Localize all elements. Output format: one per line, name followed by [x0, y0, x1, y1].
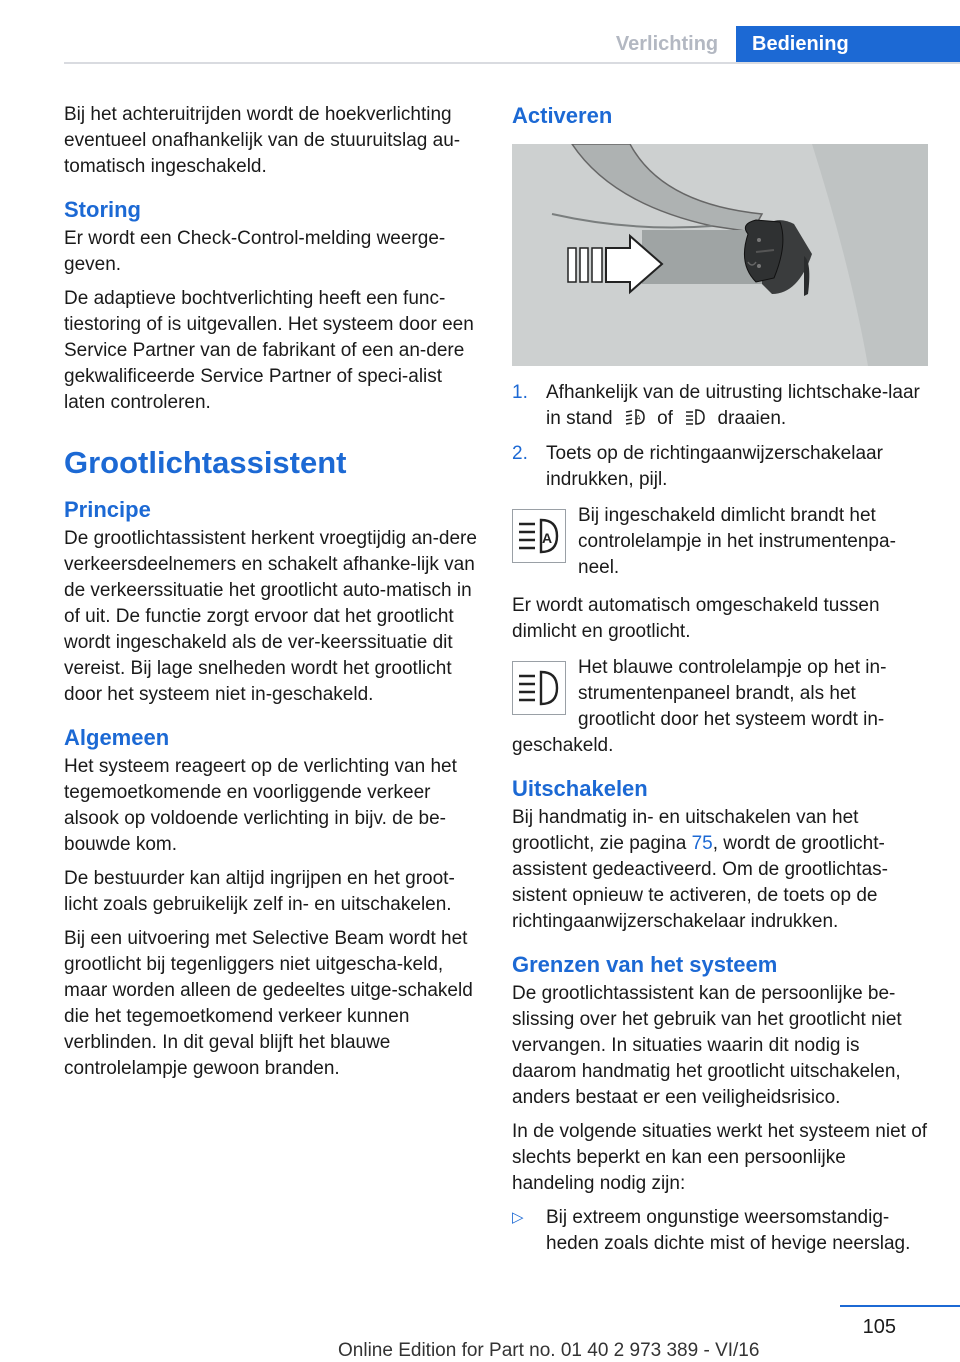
page-75-link[interactable]: 75: [691, 833, 713, 854]
switch-paragraph: Er wordt automatisch omgeschakeld tussen dimlicht en grootlicht.: [512, 595, 880, 642]
indicator-note-2-text: Het blauwe controlelampje op het in-strumentenpaneel brandt, als het grootlicht door het systeem wordt in-geschakeld.: [512, 657, 887, 756]
step-2: [512, 441, 928, 493]
high-beam-indicator-icon: [512, 661, 566, 715]
grenzen-paragraph-1: De grootlichtassistent kan de persoonlijke be-slissing over het gebruik van het grootlicht niet vervangen. In situaties waarin dit nodig is daarom handmatig het grootlicht uitschakelen, anders bestaat er een veiligheidsrisico.: [512, 983, 902, 1108]
indicator-note-1: [512, 503, 928, 587]
limitation-item: [512, 1205, 928, 1257]
step-2-number: 2.: [512, 443, 528, 464]
page-number: 105: [862, 1316, 896, 1338]
uitschakelen-text-a: Bij handmatig in- en uitschakelen van het grootlicht, zie pagina: [512, 807, 859, 854]
uitschakelen-text-b: , wordt de grootlicht-assistent gedeactiveerd. Om de grootlichtas-sistent opnieuw te activeren, de toets op de richtingaanwijzerschakelaar indrukken.: [512, 833, 888, 932]
indicator-note-2: [512, 655, 928, 759]
auto-headlight-icon: [624, 407, 646, 435]
principe-heading: Principe: [64, 497, 151, 522]
step-1-number: 1.: [512, 382, 528, 403]
algemeen-paragraph-3: Bij een uitvoering met Selective Beam wordt het grootlicht bij tegenliggers niet uitgescha-keld, maar worden alleen de gedeeltes uitge-schakeld die het tegemoetkomend verkeer kunnen verblinden. In dit geval blijft het blauwe controlelampje gewoon branden.: [64, 928, 473, 1079]
activeren-heading: Activeren: [512, 103, 613, 128]
step-1-text-b: draaien.: [717, 408, 787, 429]
bullet-marker: ▷: [512, 1209, 524, 1226]
svg-text:A: A: [542, 530, 553, 546]
storing-paragraph-2: De adaptieve bochtverlichting heeft een func-tiestoring of is uitgevallen. Het systeem door een Service Partner van de fabrikant of een an-dere gekwalificeerde Service Partner of speci-alist laten controleren.: [64, 288, 474, 413]
algemeen-paragraph-1: Het systeem reageert op de verlichting van het tegemoetkomende en voorliggende verkeer alsook op voldoende verlichting in bijv. de be-bouwde kom.: [64, 756, 457, 855]
high-beam-assistant-indicator-icon: [512, 509, 566, 563]
intro-paragraph: Bij het achteruitrijden wordt de hoekverlichting eventueel onafhankelijk van de stuuruitslag au-tomatisch ingeschakeld.: [64, 104, 461, 177]
header-section-tab: Verlichting: [615, 32, 719, 55]
principe-paragraph: De grootlichtassistent herkent vroegtijdig an-dere verkeersdeelnemers en schakelt afhanke-lijk van de verkeerssituatie het grootlicht auto-matisch in of uit. De functie zorgt ervoor dat het grootlicht wordt ingeschakeld als de ver-keerssituatie dit vereist. Bij lage snelheden wordt het grootlicht door het systeem niet in-geschakeld.: [64, 528, 477, 705]
activation-steps: [512, 380, 928, 493]
step-2-text: Toets op de richtingaanwijzerschakelaar indrukken, pijl.: [546, 443, 883, 490]
grenzen-heading: Grenzen van het systeem: [512, 952, 778, 977]
step-1: [512, 380, 928, 435]
high-beam-icon: [684, 407, 706, 435]
limitations-list: [512, 1205, 928, 1257]
indicator-note-1-text: Bij ingeschakeld dimlicht brandt het controlelampje in het instrumentenpa-neel.: [578, 505, 896, 578]
turn-signal-stalk-illustration: [512, 144, 928, 366]
limitation-text: Bij extreem ongunstige weersomstandig-heden zoals dichte mist of hevige neerslag.: [546, 1207, 911, 1254]
algemeen-heading: Algemeen: [64, 725, 170, 750]
footer-rule: [840, 1305, 960, 1307]
left-column: [64, 102, 480, 1090]
edition-footer: Online Edition for Part no. 01 40 2 973 389 - VI/16: [338, 1340, 760, 1361]
storing-heading: Storing: [64, 197, 141, 222]
section-title: Grootlichtassistent: [64, 445, 347, 480]
uitschakelen-heading: Uitschakelen: [512, 776, 648, 801]
header-chapter-tab: Bediening: [736, 26, 960, 62]
right-column: [512, 102, 928, 1265]
step-1-or: of: [657, 408, 673, 429]
grenzen-paragraph-2: In de volgende situaties werkt het systeem niet of slechts beperkt en kan een persoonlijke handeling nodig zijn:: [512, 1121, 928, 1194]
storing-paragraph-1: Er wordt een Check-Control-melding weerge-geven.: [64, 228, 446, 275]
header-rule: [64, 62, 960, 64]
uitschakelen-paragraph: [512, 805, 928, 935]
step-1-text-a: Afhankelijk van de uitrusting lichtschake-laar in stand: [546, 382, 920, 429]
svg-text:A: A: [635, 415, 641, 422]
algemeen-paragraph-2: De bestuurder kan altijd ingrijpen en het groot-licht zoals gebruikelijk zelf in- en uitschakelen.: [64, 868, 455, 915]
